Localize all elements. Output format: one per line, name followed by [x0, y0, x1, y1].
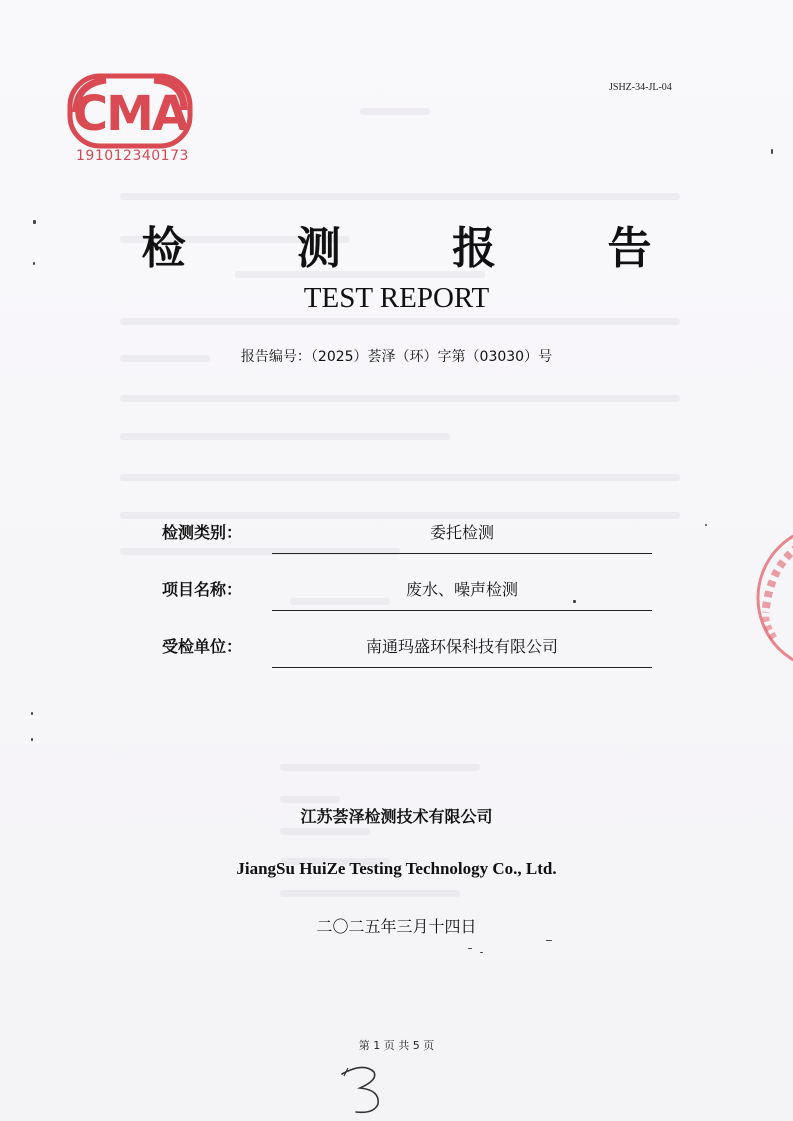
- cma-certificate-number: 191012340173: [76, 148, 189, 164]
- scan-speck: [705, 524, 707, 526]
- company-name-english: JiangSu HuiZe Testing Technology Co., Ltd.: [236, 859, 557, 878]
- document-code: JSHZ-34-JL-04: [609, 82, 672, 93]
- scan-speck: [546, 940, 552, 941]
- field-label: 检测类别：: [162, 523, 243, 542]
- cma-logo-letters: CMA: [72, 86, 188, 142]
- page-number: 第 1 页 共 5 页: [358, 1039, 435, 1052]
- scan-speck: [468, 948, 472, 949]
- field-value: 南通玛盛环保科技有限公司: [365, 637, 558, 656]
- report-title-chinese: 检 测 报 告: [141, 223, 700, 274]
- report-date: 二〇二五年三月十四日: [316, 917, 477, 936]
- scan-speck: [31, 712, 33, 715]
- field-test-category: [162, 520, 662, 560]
- report-title-english: TEST REPORT: [303, 282, 490, 314]
- field-underline: [272, 553, 652, 554]
- report-number: 报告编号：（2025）荟泽（环）字第（03030）号: [240, 349, 553, 365]
- field-value: 废水、噪声检测: [405, 580, 518, 599]
- handwritten-number-mark: [334, 1060, 394, 1118]
- company-name-chinese: 江苏荟泽检测技术有限公司: [300, 807, 493, 826]
- field-label: 项目名称：: [162, 580, 243, 599]
- field-inspected-unit: [162, 634, 662, 674]
- scan-speck: [480, 952, 483, 953]
- scan-speck: [33, 262, 35, 265]
- scan-speck: [31, 738, 33, 741]
- scan-speck: [573, 600, 576, 603]
- field-project-name: [162, 577, 662, 617]
- field-value: 委托检测: [429, 523, 494, 542]
- scan-speck: [33, 220, 36, 224]
- scan-speck: [771, 149, 773, 154]
- field-underline: [272, 610, 652, 611]
- company-seal-stamp: [752, 518, 793, 678]
- field-underline: [272, 667, 652, 668]
- field-label: 受检单位：: [162, 637, 243, 656]
